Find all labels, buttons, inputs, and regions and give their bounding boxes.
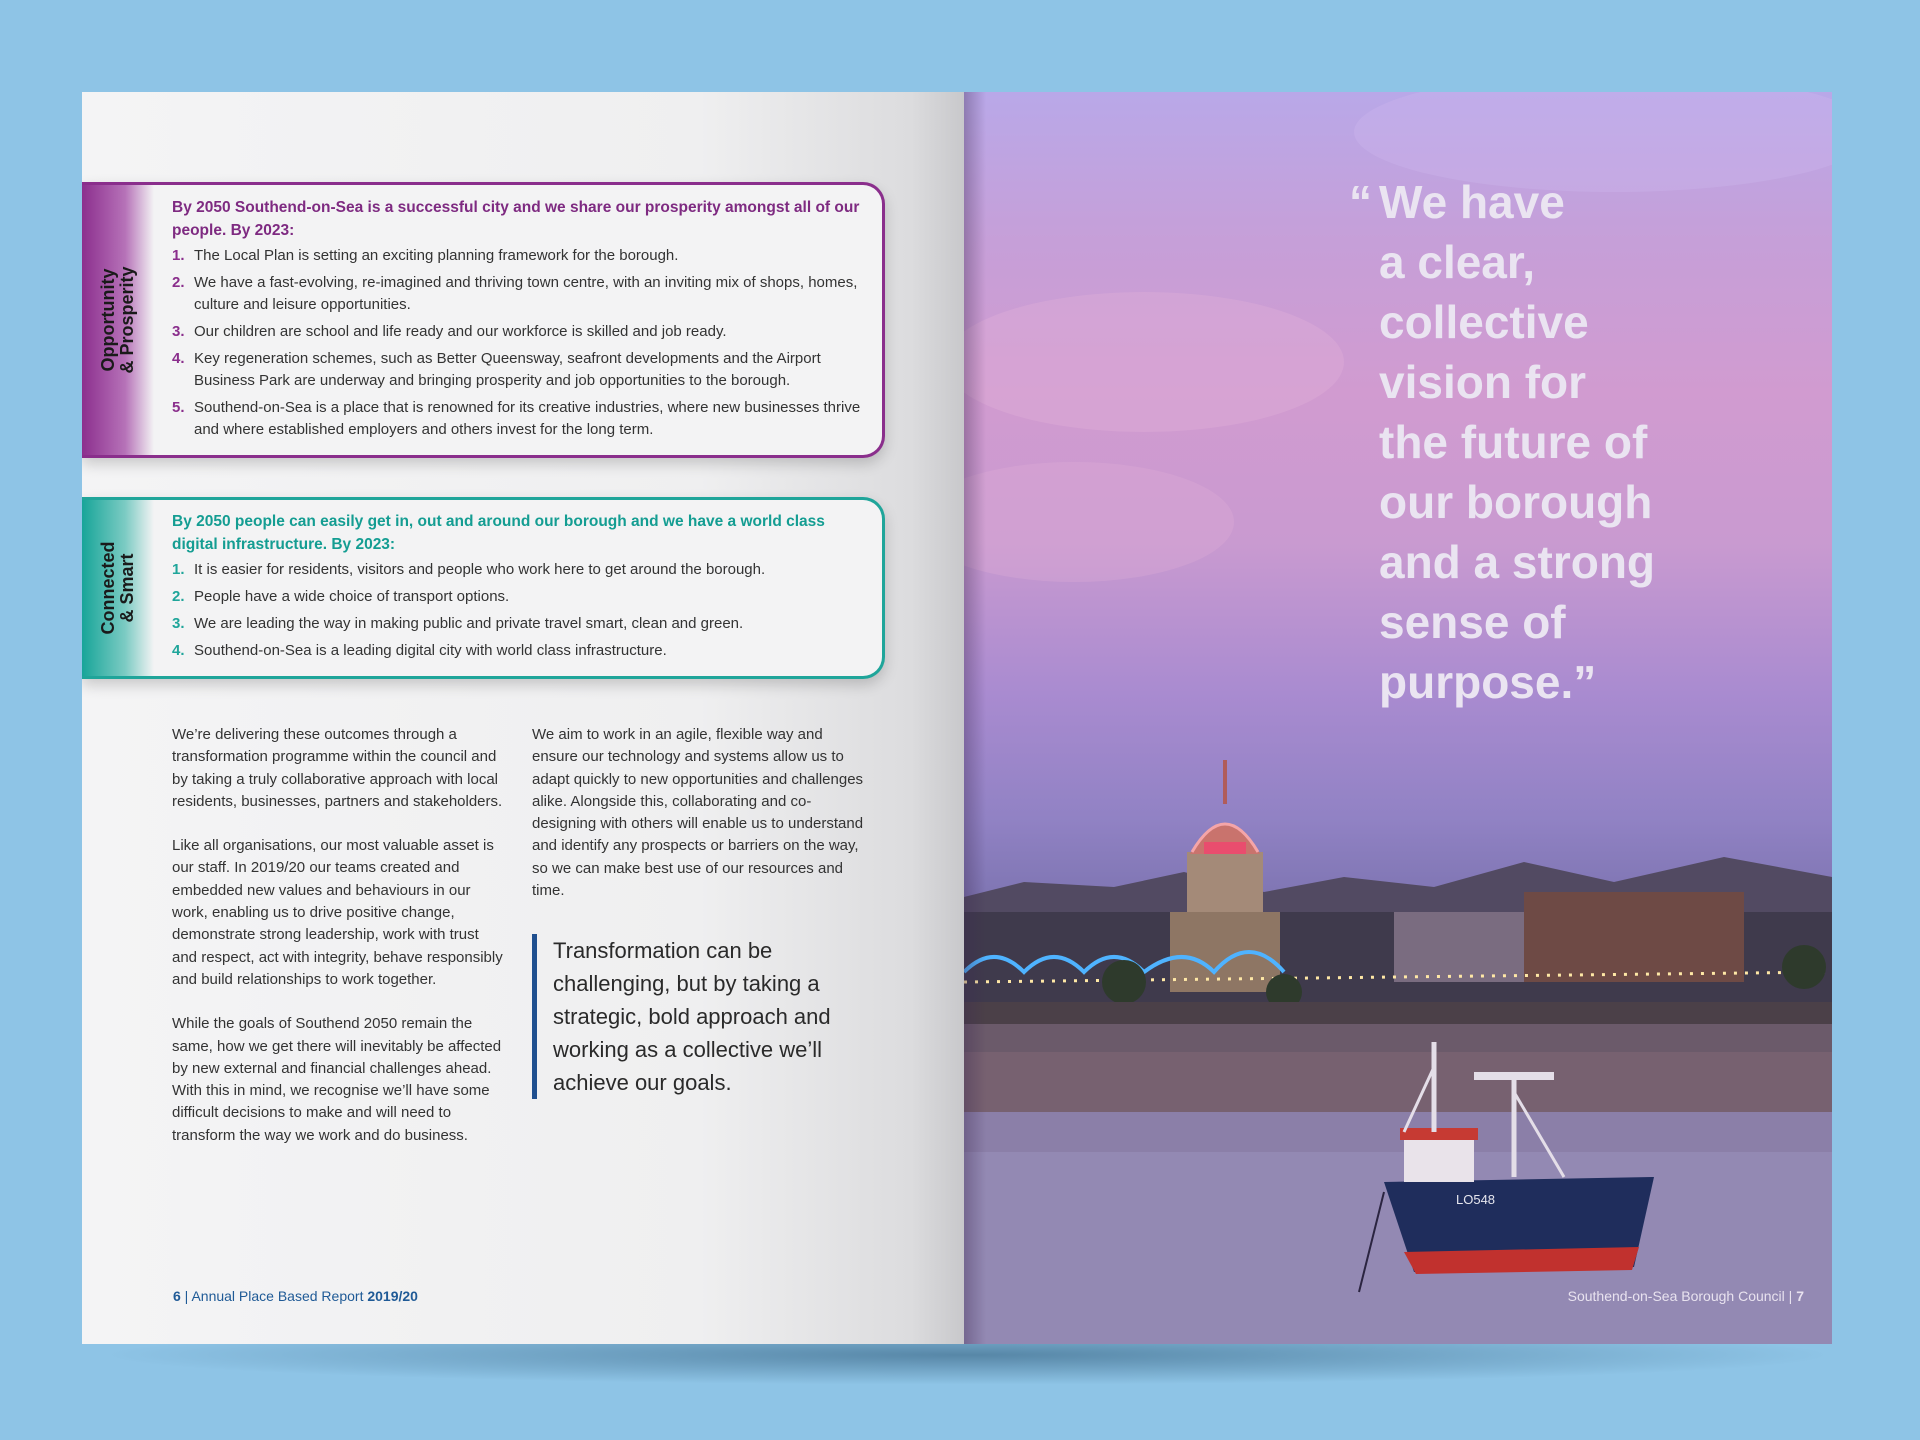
quote-line: We have — [1379, 176, 1565, 228]
panel-side-label — [99, 541, 137, 634]
kursaal-sign — [1204, 842, 1246, 854]
left-page — [82, 92, 964, 1344]
body-paragraph: We’re delivering these outcomes through a transformation programme within the council and by taking a truly collaborative approach with local residents, businesses, partners and stakeholders. — [172, 726, 503, 810]
list-item — [172, 397, 872, 441]
tree — [1102, 960, 1146, 1004]
quote-line: sense of — [1379, 596, 1566, 648]
quote-line: a clear, — [1379, 236, 1536, 288]
beach-sand — [964, 1052, 1832, 1112]
item-text: The Local Plan is setting an exciting planning framework for the borough. — [194, 247, 679, 264]
side-label-line: Connected — [98, 541, 118, 635]
right-page — [964, 92, 1832, 1344]
item-number: 2. — [172, 274, 185, 291]
quote-line: and a strong — [1379, 536, 1656, 588]
promenade — [964, 1002, 1832, 1024]
item-number: 4. — [172, 350, 185, 367]
quote-line: collective — [1379, 296, 1589, 348]
quote-line: vision for — [1379, 356, 1587, 408]
list-item — [172, 559, 872, 581]
boat-cabin — [1404, 1137, 1474, 1182]
footer-title: Annual Place Based Report — [191, 1288, 368, 1304]
footer-year: 2019/20 — [367, 1288, 418, 1304]
pull-quote: Transformation can be challenging, but by taking a strategic, bold approach and working as a collective we’ll achieve our goals. — [532, 934, 873, 1099]
boat-gantry — [1474, 1072, 1554, 1080]
item-text: Key regeneration schemes, such as Better Queensway, seafront developments and the Airport Business Park are underway and bringing prosperity and job opportunities to the borough. — [194, 350, 821, 389]
list-item — [172, 613, 872, 635]
item-number: 3. — [172, 615, 185, 632]
item-text: It is easier for residents, visitors and people who work here to get around the borough. — [194, 561, 766, 578]
item-number: 1. — [172, 561, 185, 578]
boat-cabin-roof — [1400, 1128, 1478, 1140]
outcomes-list — [172, 245, 872, 446]
cloud — [964, 462, 1234, 582]
item-number: 4. — [172, 642, 185, 659]
panel-heading: By 2050 Southend-on-Sea is a successful city and we share our prosperity amongst all of our people. By 2023: — [172, 199, 860, 239]
boat-registration: LO548 — [1456, 1192, 1496, 1207]
item-text: Our children are school and life ready and our workforce is skilled and job ready. — [194, 323, 727, 340]
list-item — [172, 640, 872, 662]
side-label-line: & Prosperity — [117, 266, 137, 374]
panel-side-tab — [82, 500, 154, 676]
item-text: Southend-on-Sea is a place that is renowned for its creative industries, where new businesses thrive and where established employers and others invest for the long term. — [194, 399, 861, 438]
page-gutter-shadow — [964, 92, 986, 1344]
page-number: 6 — [173, 1288, 181, 1304]
list-item — [172, 272, 872, 316]
quote-line: purpose.” — [1379, 656, 1597, 708]
list-item — [172, 321, 872, 343]
body-column-left — [172, 724, 507, 1169]
open-quote-mark: “ — [1349, 176, 1372, 228]
sea-reflection — [964, 1152, 1832, 1344]
item-text: Southend-on-Sea is a leading digital city with world class infrastructure. — [194, 642, 667, 659]
outcomes-list — [172, 559, 872, 667]
item-text: We have a fast-evolving, re-imagined and thriving town centre, with an inviting mix of shops, homes, culture and leisure opportunities. — [194, 274, 858, 313]
body-column-right — [532, 724, 867, 924]
building — [1394, 912, 1524, 982]
body-paragraph: While the goals of Southend 2050 remain the same, how we get there will inevitably be affected by new external and financial challenges ahead. With this in mind, we recognise we’ll have some difficult decisions to make and will need to transform the way we work and do business. — [172, 1015, 502, 1144]
panel-side-tab — [82, 185, 154, 455]
item-text: We are leading the way in making public and private travel smart, clean and green. — [194, 615, 744, 632]
list-item — [172, 245, 872, 267]
panel-heading: By 2050 people can easily get in, out and around our borough and we have a world class digital infrastructure. By 2023: — [172, 513, 825, 553]
side-label-line: & Smart — [117, 553, 137, 623]
item-number: 5. — [172, 399, 185, 416]
tree — [1782, 945, 1826, 989]
page-footer-right — [1504, 1288, 1804, 1304]
page-footer — [173, 1288, 418, 1304]
body-paragraph: We aim to work in an agile, flexible way and ensure our technology and systems allow us to adapt quickly to new opportunities and challenges alike. Alongside this, collaborating and co-designing with others will enable us to understand and identify any prospects or barriers on the way, so we can make best use of our resources and time. — [532, 726, 864, 900]
item-text: People have a wide choice of transport options. — [194, 588, 510, 605]
list-item — [172, 348, 872, 392]
quote-line: our borough — [1379, 476, 1653, 528]
headline-quote — [1349, 172, 1809, 712]
item-number: 2. — [172, 588, 185, 605]
item-number: 1. — [172, 247, 185, 264]
kursaal-tower — [1187, 852, 1263, 922]
panel-side-label — [99, 266, 137, 373]
item-number: 3. — [172, 323, 185, 340]
building — [1524, 892, 1744, 982]
page-number: 7 — [1796, 1288, 1804, 1304]
list-item — [172, 586, 872, 608]
footer-title: Southend-on-Sea Borough Council | — [1567, 1288, 1797, 1304]
cloud — [964, 292, 1344, 432]
body-paragraph: Like all organisations, our most valuable asset is our staff. In 2019/20 our teams created and embedded new values and behaviours in our work, enabling us to drive positive change, demonstrate strong leadership, work with trust and respect, act with integrity, behave responsibly and build relationships to work together. — [172, 837, 503, 988]
side-label-line: Opportunity — [98, 268, 118, 372]
quote-line: the future of — [1379, 416, 1648, 468]
footer-separator: | — [180, 1288, 192, 1304]
